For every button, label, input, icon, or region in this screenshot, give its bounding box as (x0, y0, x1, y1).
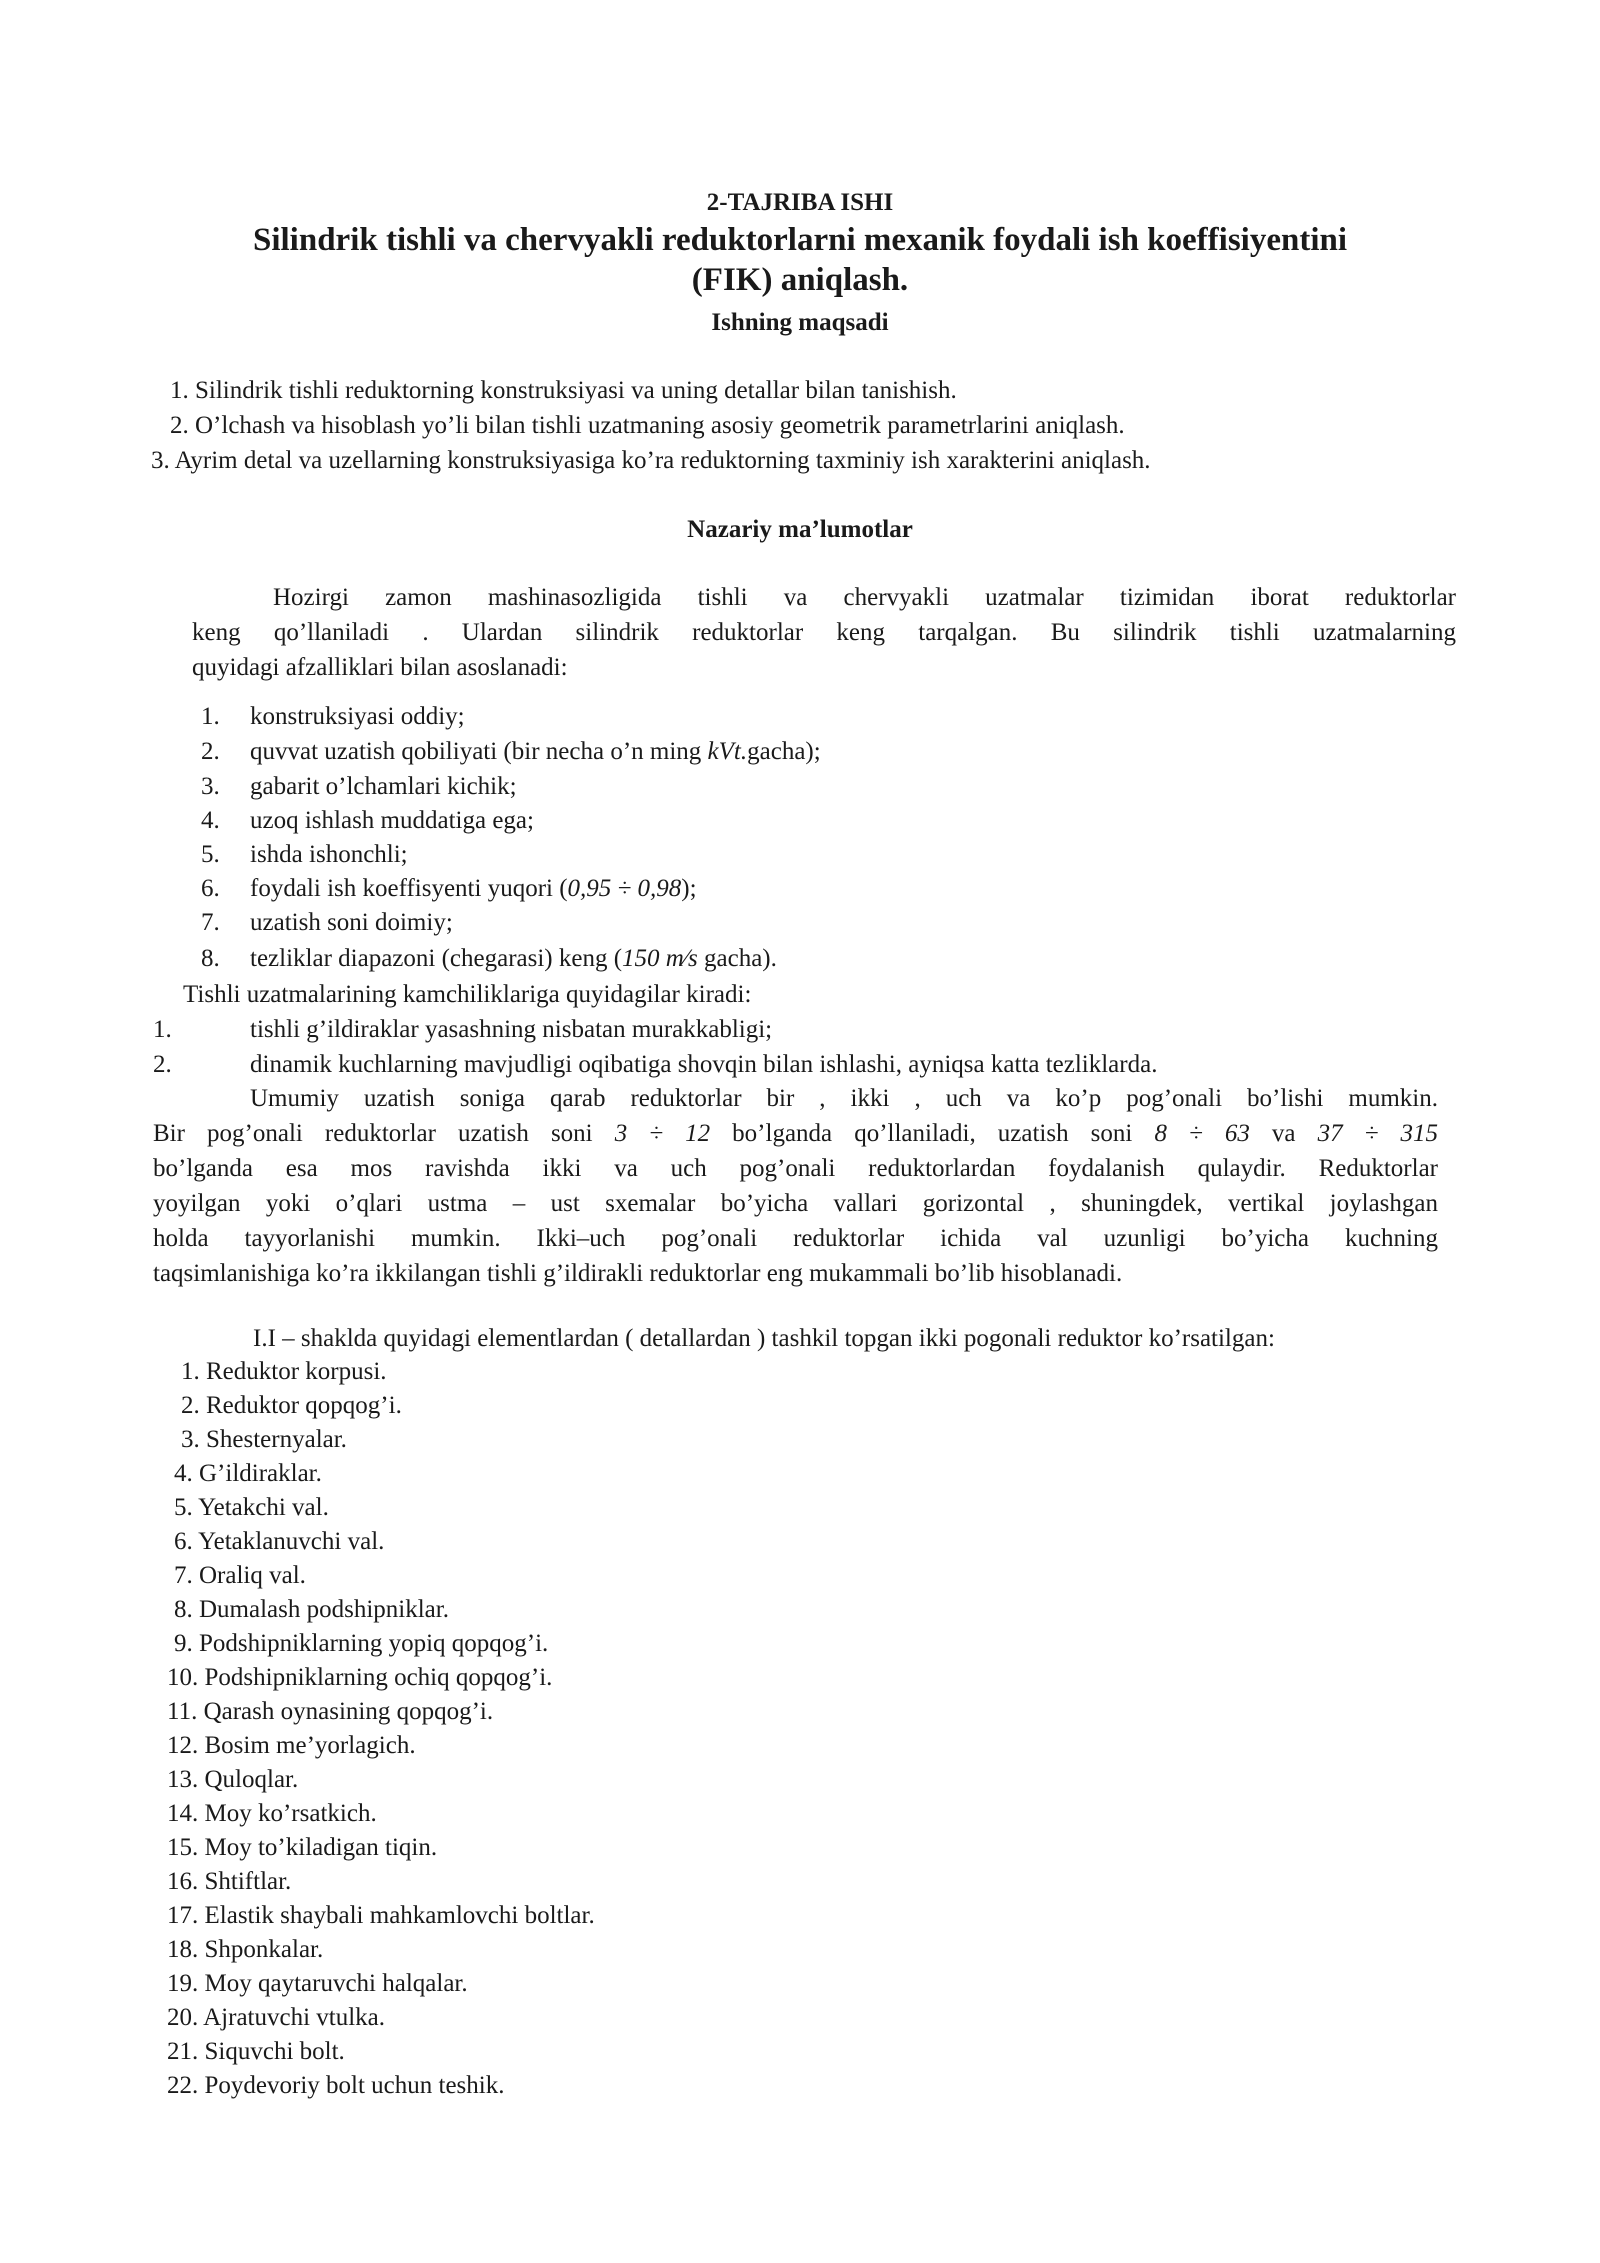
advantage-number: 4. (201, 807, 220, 834)
advantage-text: foydali ish koeffisyenti yuqori (0,95 ÷ 0,98); (250, 875, 697, 902)
disadvantage-number: 1. (153, 1016, 172, 1043)
stages-paragraph-line: taqsimlanishiga ko’ra ikkilangan tishli g’ildirakli reduktorlar eng mukammali bo’lib hisoblanadi. (153, 1260, 1123, 1287)
theory-heading: Nazariy ma’lumotlar (687, 516, 913, 543)
theory-intro-line: quyidagi afzalliklari bilan asoslanadi: (192, 654, 568, 681)
advantage-number: 5. (201, 841, 220, 868)
advantage-text: tezliklar diapazoni (chegarasi) keng (150 m⁄s gacha). (250, 945, 777, 972)
advantage-text: quvvat uzatish qobiliyati (bir necha o’n ming kVt.gacha); (250, 738, 821, 765)
advantage-number: 7. (201, 909, 220, 936)
purpose-item: 2. O’lchash va hisoblash yo’li bilan tishli uzatmaning asosiy geometrik parametrlarini aniqlash. (170, 412, 1125, 439)
advantage-number: 3. (201, 773, 220, 800)
part-item: 7. Oraliq val. (174, 1562, 306, 1589)
part-item: 1. Reduktor korpusi. (181, 1358, 387, 1385)
purpose-item: 3. Ayrim detal va uzellarning konstruksiyasiga ko’ra reduktorning taxminiy ish xarakterini aniqlash. (151, 447, 1151, 474)
advantage-text: uzatish soni doimiy; (250, 909, 453, 936)
advantage-text: gabarit o’lchamlari kichik; (250, 773, 517, 800)
part-item: 14. Moy ko’rsatkich. (167, 1800, 377, 1827)
advantage-number: 6. (201, 875, 220, 902)
part-item: 20. Ajratuvchi vtulka. (167, 2004, 386, 2031)
stages-paragraph-line: yoyilgan yoki o’qlari ustma – ust sxemalar bo’yicha vallari gorizontal , shuningdek, vertikal joylashgan (153, 1190, 1438, 1217)
disadvantages-intro: Tishli uzatmalarining kamchiliklariga quyidagilar kiradi: (183, 981, 752, 1008)
part-item: 22. Poydevoriy bolt uchun teshik. (167, 2072, 505, 2099)
advantage-text: ishda ishonchli; (250, 841, 408, 868)
disadvantage-text: dinamik kuchlarning mavjudligi oqibatiga shovqin bilan ishlashi, ayniqsa katta tezliklarda. (250, 1051, 1158, 1078)
part-item: 21. Siquvchi bolt. (167, 2038, 345, 2065)
part-item: 11. Qarash oynasining qopqog’i. (167, 1698, 494, 1725)
part-item: 5. Yetakchi val. (174, 1494, 329, 1521)
part-item: 19. Moy qaytaruvchi halqalar. (167, 1970, 468, 1997)
disadvantage-number: 2. (153, 1051, 172, 1078)
stages-paragraph-line: Umumiy uzatish soniga qarab reduktorlar bir , ikki , uch va ko’p pog’onali bo’lishi mumkin. (250, 1085, 1438, 1112)
part-item: 9. Podshipniklarning yopiq qopqog’i. (174, 1630, 549, 1657)
part-item: 8. Dumalash podshipniklar. (174, 1596, 449, 1623)
part-item: 17. Elastik shaybali mahkamlovchi boltlar. (167, 1902, 595, 1929)
purpose-item: 1. Silindrik tishli reduktorning konstruksiyasi va uning detallar bilan tanishish. (170, 377, 957, 404)
document-title-line2: (FIK) aniqlash. (691, 262, 909, 298)
theory-intro-line: Hozirgi zamon mashinasozligida tishli va chervyakli uzatmalar tizimidan iborat reduktorlar (273, 584, 1456, 611)
lab-number: 2-TAJRIBA ISHI (706, 189, 894, 216)
part-item: 13. Quloqlar. (167, 1766, 299, 1793)
part-item: 4. G’ildiraklar. (174, 1460, 322, 1487)
advantage-number: 1. (201, 703, 220, 730)
purpose-heading: Ishning maqsadi (711, 309, 889, 336)
stages-paragraph-line: bo’lganda esa mos ravishda ikki va uch pog’onali reduktorlardan foydalanish qulaydir. Reduktorlar (153, 1155, 1438, 1182)
stages-paragraph-line: Bir pog’onali reduktorlar uzatish soni 3 ÷ 12 bo’lganda qo’llaniladi, uzatish soni 8 ÷ 63 va 37 ÷ 315 (153, 1120, 1438, 1147)
advantage-number: 2. (201, 738, 220, 765)
part-item: 18. Shponkalar. (167, 1936, 324, 1963)
part-item: 16. Shtiftlar. (167, 1868, 292, 1895)
disadvantage-text: tishli g’ildiraklar yasashning nisbatan murakkabligi; (250, 1016, 773, 1043)
advantage-text: uzoq ishlash muddatiga ega; (250, 807, 534, 834)
part-item: 2. Reduktor qopqog’i. (181, 1392, 402, 1419)
part-item: 15. Moy to’kiladigan tiqin. (167, 1834, 438, 1861)
part-item: 10. Podshipniklarning ochiq qopqog’i. (167, 1664, 553, 1691)
advantage-number: 8. (201, 945, 220, 972)
theory-intro-line: keng qo’llaniladi . Ulardan silindrik reduktorlar keng tarqalgan. Bu silindrik tishli uzatmalarning (192, 619, 1456, 646)
stages-paragraph-line: holda tayyorlanishi mumkin. Ikki–uch pog’onali reduktorlar ichida val uzunligi bo’yicha kuchning (153, 1225, 1438, 1252)
part-item: 12. Bosim me’yorlagich. (167, 1732, 416, 1759)
part-item: 3. Shesternyalar. (181, 1426, 347, 1453)
advantage-text: konstruksiyasi oddiy; (250, 703, 465, 730)
part-item: 6. Yetaklanuvchi val. (174, 1528, 385, 1555)
parts-intro: I.I – shaklda quyidagi elementlardan ( detallardan ) tashkil topgan ikki pogonali reduktor ko’rsatilgan: (253, 1325, 1275, 1352)
document-title-line1: Silindrik tishli va chervyakli reduktorlarni mexanik foydali ish koeffisiyentini (252, 222, 1348, 258)
